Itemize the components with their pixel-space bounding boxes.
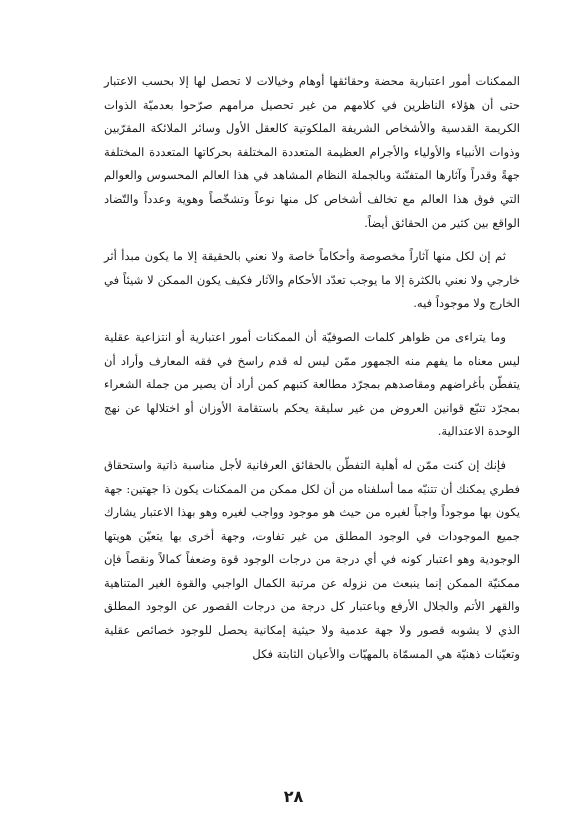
page-text-block <box>104 70 520 666</box>
paragraph-1: الممكنات أمور اعتبارية محضة وحقائقها أوهام وخيالات لا تحصل لها إلا بحسب الاعتبار حتى أن هؤلاء الناظرين في كلامهم من غير تحصيل مرامهم صرّحوا بعدميّة الذوات الكريمة القدسية والأشخاص الشريفة الملكوتية كالعقل الأول وسائر الملائكة المقرّبين وذوات الأنبياء والأولياء والأجرام العظيمة المتعددة المختلفة بحركاتها المتعددة المختلفة جهةً وقدراً وآثارها المتفنّنة وبالجملة النظام المشاهد في هذا العالم المحسوس والعوالم التي فوق هذا العالم مع تخالف أشخاص كل منها نوعاً وتشخّصاً وهوية وعدداً والتّضاد الواقع بين كثير من الحقائق أيضاً. <box>104 74 520 230</box>
page-number: ٢٨ <box>283 787 304 806</box>
paragraph-4: فإنك إن كنت ممّن له أهلية التفطّن بالحقائق العرفانية لأجل مناسبة ذاتية واستحقاق فطري يمكنك أن تتنبّه مما أسلفناه من أن لكل ممكن من الممكنات يكون ذا جهتين: جهة يكون بها موجوداً واجباً لغيره من حيث هو موجود وواجب لغيره وهو بهذا الاعتبار يشارك جميع الموجودات في الوجود المطلق من غير تفاوت، وجهة أخرى بها يتعيّن هويتها الوجودية وهو اعتبار كونه في أي درجة من درجات الوجود قوة وضعفاً كمالاً ونقصاً فإن ممكنيّة الممكن إنما ينبعث من نزوله عن مرتبة الكمال الواجبي والقوة الغير المتناهية والقهر الأتم والجلال الأرفع وباعتبار كل درجة من درجات القصور عن الوجود المطلق الذي لا يشوبه قصور ولا جهة عدمية ولا حيثية إمكانية يحصل للوجود خصائص عقلية وتعيّنات ذهنيّة هي المسمّاة بالمهيّات والأعيان الثابتة فكل <box>104 457 520 661</box>
paragraph-2: ثم إن لكل منها آثاراً مخصوصة وأحكاماً خاصة ولا نعني بالحقيقة إلا ما يكون مبدأ أثر خارجي ولا نعني بالكثرة إلا ما يوجب تعدّد الأحكام والآثار فكيف يكون الممكن لا شيئاً في الخارج ولا موجوداً فيه. <box>104 249 520 311</box>
paragraph-3: وما يتراءى من ظواهر كلمات الصوفيّة أن الممكنات أمور اعتبارية أو انتزاعية عقلية ليس معناه ما يفهم منه الجمهور ممّن ليس له قدم راسخ في فقه المعارف وأراد أن يتفطّن بأغراضهم ومقاصدهم بمجرّد مطالعة كتبهم كمن أراد أن يصير من جملة الشعراء بمجرّد تتبّع قوانين العروض من غير سليقة يحكم باستقامة الأوزان أو اختلالها عن نهج الوحدة الاعتدالية. <box>104 329 520 439</box>
